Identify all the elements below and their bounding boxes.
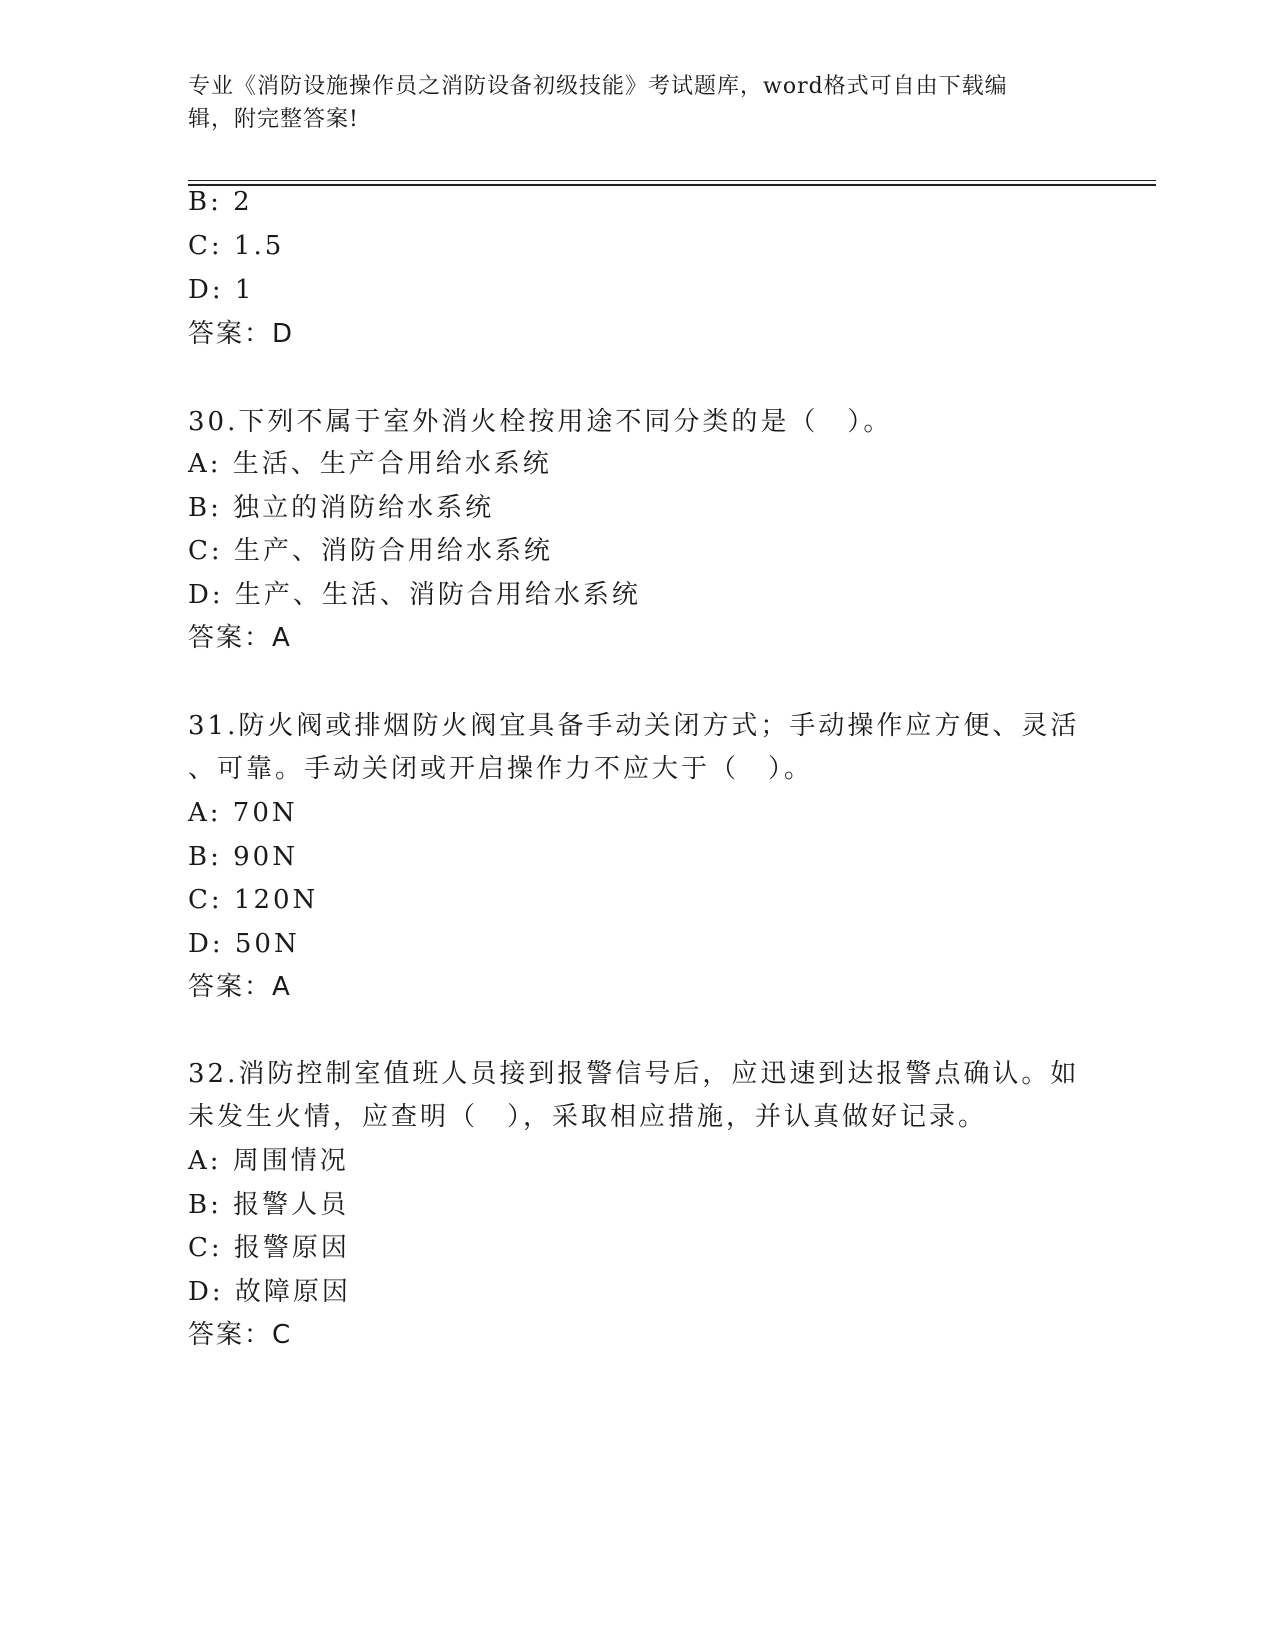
q31-option-d: D: 50N bbox=[188, 929, 300, 959]
q32-answer: 答案：C bbox=[188, 1320, 293, 1350]
document-header bbox=[188, 70, 1088, 136]
q32-stem-line-1: 32.消防控制室值班人员接到报警信号后，应迅速到达报警点确认。如 bbox=[188, 1059, 1080, 1089]
q31-stem-line-1: 31.防火阀或排烟防火阀宜具备手动关闭方式；手动操作应方便、灵活 bbox=[188, 711, 1080, 741]
q30-stem-line-1: 30.下列不属于室外消火栓按用途不同分类的是（ ）。 bbox=[188, 407, 893, 437]
q31-stem-line-2: 、可靠。手动关闭或开启操作力不应大于（ ）。 bbox=[188, 754, 814, 784]
q30-option-d: D: 生产、生活、消防合用给水系统 bbox=[188, 580, 641, 610]
prev-option-b: B: 2 bbox=[188, 187, 253, 217]
q32-option-b: B: 报警人员 bbox=[188, 1190, 350, 1220]
header-divider-thin bbox=[188, 180, 1156, 181]
q30-option-c: C: 生产、消防合用给水系统 bbox=[188, 536, 553, 566]
prev-option-c: C: 1.5 bbox=[188, 231, 285, 261]
header-line-1: 专业《消防设施操作员之消防设备初级技能》考试题库，word格式可自由下载编 bbox=[188, 74, 1008, 99]
header-line-2: 辑，附完整答案! bbox=[188, 107, 359, 132]
q31-option-a: A: 70N bbox=[188, 798, 298, 828]
header-divider-thick bbox=[188, 184, 1156, 186]
prev-option-d: D: 1 bbox=[188, 275, 255, 305]
q32-option-a: A: 周围情况 bbox=[188, 1146, 349, 1176]
q30-option-b: B: 独立的消防给水系统 bbox=[188, 493, 495, 523]
q32-stem-line-2: 未发生火情，应查明（ ），采取相应措施，并认真做好记录。 bbox=[188, 1102, 988, 1132]
q30-option-a: A: 生活、生产合用给水系统 bbox=[188, 449, 552, 479]
q31-option-b: B: 90N bbox=[188, 842, 298, 872]
q32-option-d: D: 故障原因 bbox=[188, 1277, 351, 1307]
q31-option-c: C: 120N bbox=[188, 885, 319, 915]
q31-answer: 答案：A bbox=[188, 972, 292, 1002]
q32-option-c: C: 报警原因 bbox=[188, 1233, 350, 1263]
prev-answer: 答案：D bbox=[188, 319, 295, 349]
q30-answer: 答案：A bbox=[188, 623, 292, 653]
